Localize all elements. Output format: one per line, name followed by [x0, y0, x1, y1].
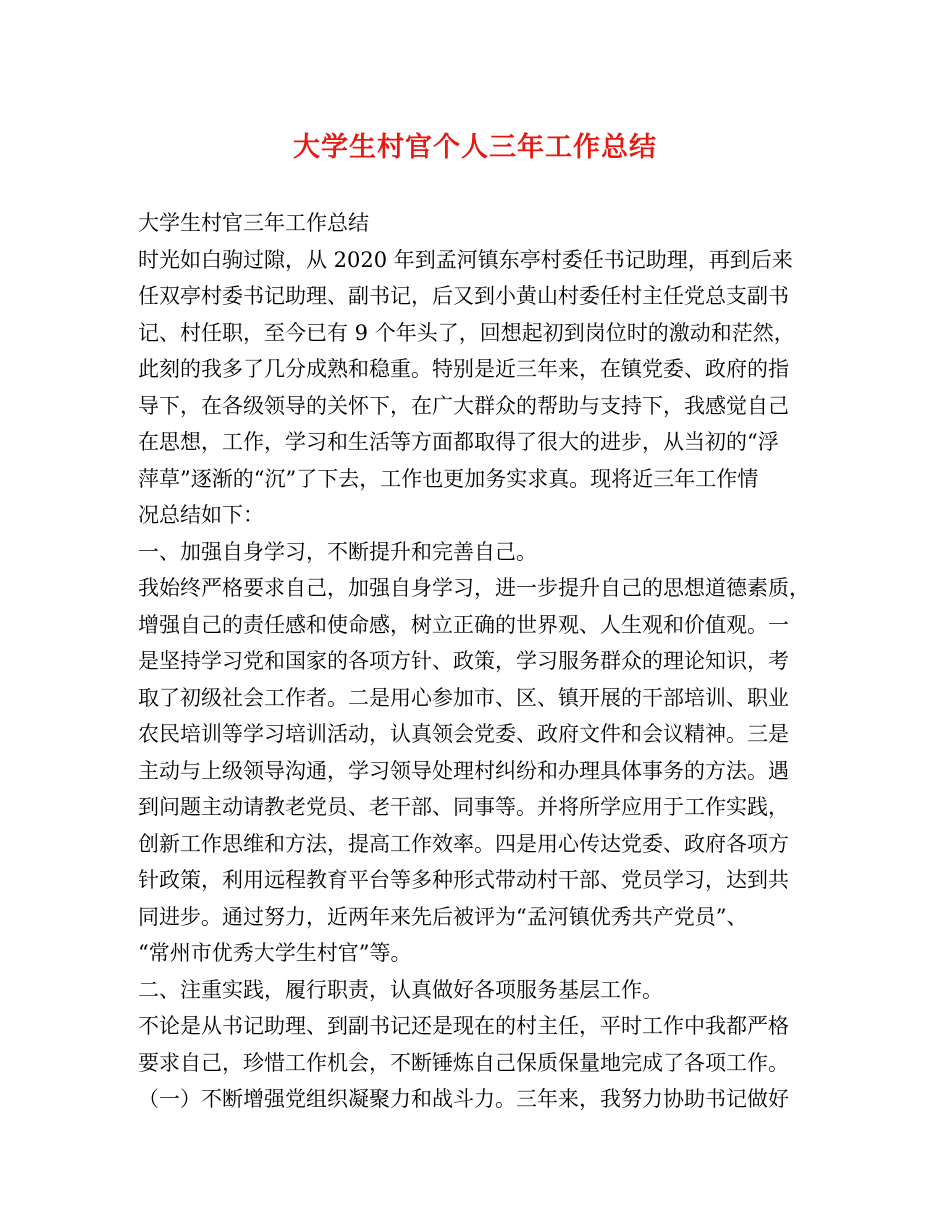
text-line: （一）不断增强党组织凝聚力和战斗力。三年来，我努力协助书记做好 [138, 1087, 789, 1111]
text-line: 记、村任职，至今已有 9 个年头了，回想起初到岗位时的激动和茫然， [138, 320, 795, 345]
text-line: 主动与上级领导沟通，学习领导处理村纠纷和办理具体事务的方法。遇 [138, 758, 789, 783]
text-line: 到问题主动请教老党员、老干部、同事等。并将所学应用于工作实践， [138, 795, 789, 819]
text-line: 同进步。通过努力，近两年来先后被评为“孟河镇优秀共产党员”、 [138, 904, 748, 929]
document-title: 大学生村官个人三年工作总结 [293, 132, 657, 163]
text-line: 在思想，工作，学习和生活等方面都取得了很大的进步，从当初的“浮 [138, 430, 779, 454]
section-heading: 一、加强自身学习，不断提升和完善自己。 [138, 539, 537, 564]
text-line: 导下，在各级领导的关怀下，在广大群众的帮助与支持下，我感觉自己 [138, 393, 789, 418]
text-line: “常州市优秀大学生村官”等。 [138, 941, 412, 965]
document-body [138, 205, 828, 1118]
text-line: 增强自己的责任感和使命感，树立正确的世界观、人生观和价值观。一 [138, 612, 789, 637]
text-line: 大学生村官三年工作总结 [138, 211, 369, 235]
text-line: 取了初级社会工作者。二是用心参加市、区、镇开展的干部培训、职业 [138, 685, 789, 710]
text-line: 任双亭村委书记助理、副书记，后又到小黄山村委任村主任党总支副书 [138, 284, 789, 308]
text-line: 农民培训等学习培训活动，认真领会党委、政府文件和会议精神。三是 [138, 722, 789, 746]
text-line: 不论是从书记助理、到副书记还是现在的村主任，平时工作中我都严格 [138, 1014, 789, 1038]
text-line: 萍草”逐渐的“沉”了下去，工作也更加务实求真。现将近三年工作情 [138, 466, 759, 491]
text-line: 时光如白驹过隙，从 2020 年到孟河镇东亭村委任书记助理，再到后来 [138, 247, 793, 272]
text-line: 针政策，利用远程教育平台等多种形式带动村干部、党员学习，达到共 [138, 868, 789, 892]
text-line: 我始终严格要求自己，加强自身学习，进一步提升自己的思想道德素质， [138, 576, 810, 600]
text-line: 是坚持学习党和国家的各项方针、政策，学习服务群众的理论知识，考 [138, 649, 789, 673]
text-line: 创新工作思维和方法，提高工作效率。四是用心传达党委、政府各项方 [138, 831, 789, 856]
section-heading: 二、注重实践，履行职责，认真做好各项服务基层工作。 [138, 977, 663, 1002]
text-line: 要求自己，珍惜工作机会，不断锤炼自己保质保量地完成了各项工作。 [138, 1050, 789, 1075]
text-line: 此刻的我多了几分成熟和稳重。特别是近三年来，在镇党委、政府的指 [138, 357, 789, 381]
text-line: 况总结如下： [138, 503, 264, 527]
